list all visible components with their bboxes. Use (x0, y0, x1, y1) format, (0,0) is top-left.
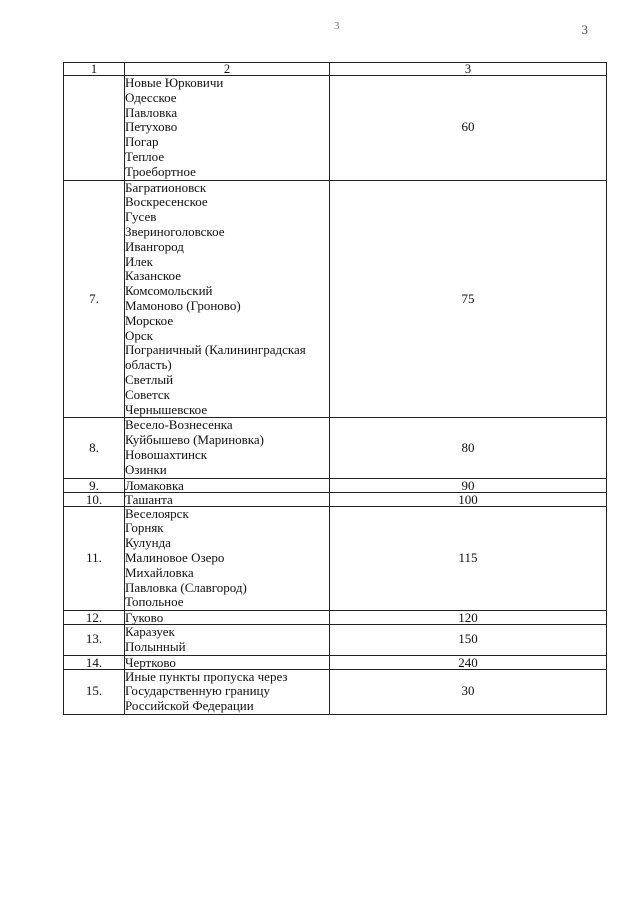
header-col-3: 3 (330, 63, 607, 76)
checkpoint-name: Советск (125, 386, 170, 402)
table-row (64, 506, 607, 611)
checkpoint-names (125, 492, 330, 506)
header-col-1: 1 (64, 63, 125, 76)
checkpoint-name: Ташанта (125, 491, 173, 507)
row-number: 8. (64, 418, 125, 478)
checkpoint-name: Гусев (125, 209, 157, 225)
checkpoint-name: Михайловка (125, 564, 194, 580)
table-row (64, 180, 607, 418)
row-value: 60 (330, 76, 607, 181)
checkpoint-name: Орск (125, 327, 153, 343)
checkpoint-name: Пограничный (Калининградская область) (125, 342, 306, 373)
table-row (64, 76, 607, 181)
checkpoint-name: Мамоново (Гроново) (125, 297, 241, 313)
checkpoint-name: Ивангород (125, 238, 184, 254)
checkpoint-name: Комсомольский (125, 283, 213, 299)
checkpoint-name: Весело-Вознесенка (125, 417, 233, 433)
checkpoint-name: Иные пункты пропуска через Государственную границу Российской Федерации (125, 668, 288, 714)
checkpoint-name: Веселоярск (125, 505, 189, 521)
checkpoint-name: Чернышевское (125, 401, 208, 417)
table-row (64, 625, 607, 656)
table-row (64, 492, 607, 506)
row-number: 11. (64, 506, 125, 611)
checkpoint-name: Каразуек (125, 624, 175, 640)
checkpoint-name: Теплое (125, 148, 165, 164)
checkpoint-names (125, 76, 330, 181)
checkpoint-name: Чертково (125, 654, 176, 670)
row-value: 150 (330, 625, 607, 656)
checkpoint-names (125, 669, 330, 714)
checkpoint-name: Троебортное (125, 163, 196, 179)
checkpoint-names (125, 625, 330, 656)
checkpoint-names (125, 655, 330, 669)
page-number: 3 (581, 22, 588, 37)
checkpoint-name: Казанское (125, 268, 181, 284)
table-row (64, 669, 607, 714)
checkpoint-name: Павловка (Славгород) (125, 579, 247, 595)
table-row (64, 418, 607, 478)
row-number: 14. (64, 655, 125, 669)
checkpoint-names (125, 611, 330, 625)
table-header-row (64, 63, 607, 76)
row-value: 80 (330, 418, 607, 478)
row-value: 90 (330, 478, 607, 492)
table-row (64, 478, 607, 492)
checkpoint-name: Полынный (125, 638, 186, 654)
page-mark: 3 (334, 20, 340, 32)
row-number: 12. (64, 611, 125, 625)
checkpoint-names (125, 180, 330, 418)
checkpoint-name: Одесское (125, 89, 177, 105)
row-number: 10. (64, 492, 125, 506)
checkpoint-name: Озинки (125, 461, 167, 477)
checkpoint-name: Павловка (125, 104, 178, 120)
row-value: 75 (330, 180, 607, 418)
checkpoint-name: Малиновое Озеро (125, 549, 225, 565)
row-number: 9. (64, 478, 125, 492)
row-value: 30 (330, 669, 607, 714)
row-number: 7. (64, 180, 125, 418)
row-value: 115 (330, 506, 607, 611)
table-row (64, 655, 607, 669)
checkpoint-name: Звериноголовское (125, 223, 225, 239)
table-row (64, 611, 607, 625)
checkpoint-name: Ломаковка (125, 477, 184, 493)
checkpoint-name: Гуково (125, 610, 164, 626)
row-number: 13. (64, 625, 125, 656)
row-value: 240 (330, 655, 607, 669)
checkpoint-name: Илек (125, 253, 153, 269)
checkpoint-name: Светлый (125, 371, 174, 387)
checkpoint-table (63, 62, 607, 715)
checkpoint-name: Горняк (125, 520, 164, 536)
table-body (64, 76, 607, 715)
checkpoint-name: Куйбышево (Мариновка) (125, 432, 265, 448)
checkpoint-name: Петухово (125, 119, 178, 135)
checkpoint-name: Новые Юрковичи (125, 75, 224, 90)
checkpoint-names (125, 506, 330, 611)
checkpoint-name: Кулунда (125, 535, 171, 551)
checkpoint-names (125, 418, 330, 478)
row-value: 100 (330, 492, 607, 506)
checkpoint-name: Новошахтинск (125, 446, 208, 462)
checkpoint-name: Погар (125, 134, 159, 150)
checkpoint-name: Морское (125, 312, 174, 328)
checkpoint-name: Багратионовск (125, 179, 207, 195)
checkpoint-name: Топольное (125, 594, 184, 610)
header-col-2: 2 (125, 63, 330, 76)
checkpoint-name: Воскресенское (125, 194, 208, 210)
row-value: 120 (330, 611, 607, 625)
checkpoint-names (125, 478, 330, 492)
row-number (64, 76, 125, 181)
row-number: 15. (64, 669, 125, 714)
